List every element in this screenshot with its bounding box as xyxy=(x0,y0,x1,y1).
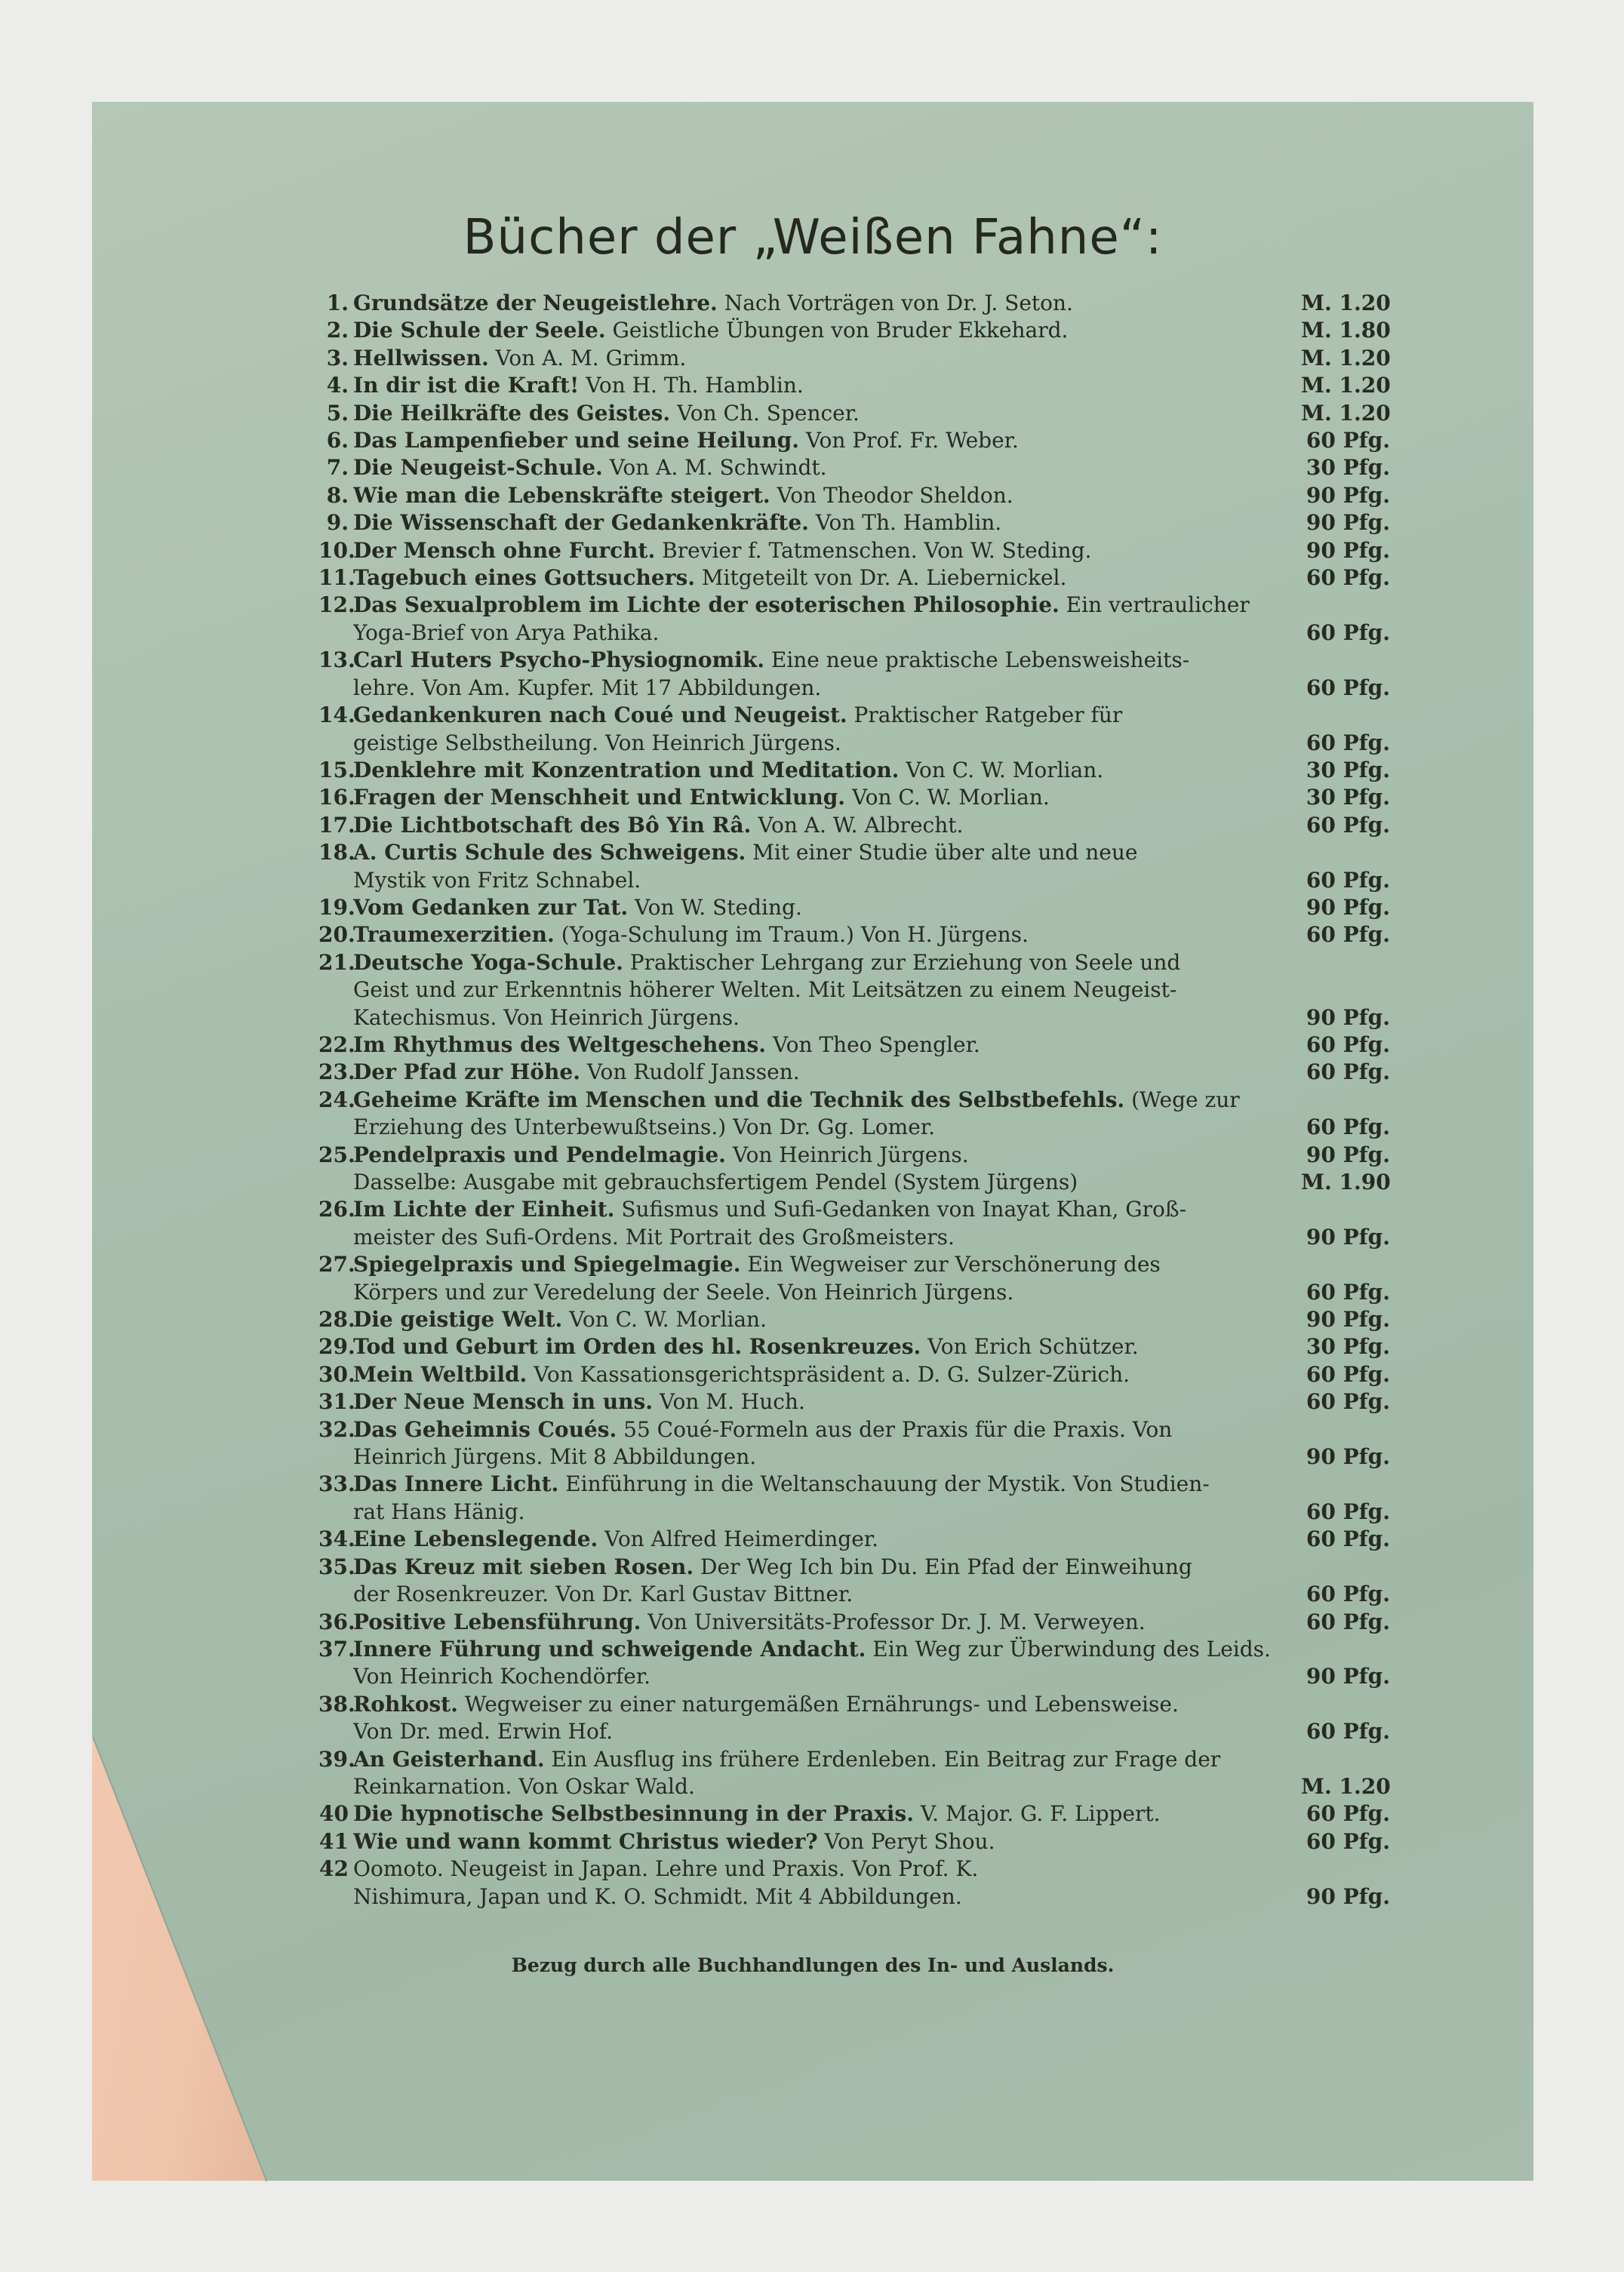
book-details-continued: Von Heinrich Kochendörfer. xyxy=(353,1664,651,1689)
book-title: Deutsche Yoga-Schule. xyxy=(353,949,623,975)
book-description xyxy=(353,757,1301,784)
book-details: Ein Weg zur Überwindung des Leids. xyxy=(872,1636,1271,1662)
book-details: Von H. Th. Hamblin. xyxy=(586,373,804,398)
book-price: 60 Pfg. xyxy=(1306,1526,1390,1552)
book-price: 60 Pfg. xyxy=(1306,867,1390,893)
book-number: 22. xyxy=(318,1031,355,1057)
book-entry-continued xyxy=(318,619,1390,647)
book-description xyxy=(353,290,1301,317)
book-details: Von C. W. Morlian. xyxy=(569,1307,767,1333)
book-price: 60 Pfg. xyxy=(1306,1389,1390,1415)
book-price: 60 Pfg. xyxy=(1306,1801,1390,1827)
book-title: Positive Lebensführung. xyxy=(353,1609,641,1634)
book-entry xyxy=(318,1691,1390,1718)
book-title: Der Neue Mensch in uns. xyxy=(353,1389,653,1415)
book-number: 9. xyxy=(326,510,349,536)
book-details: 55 Coué-Formeln aus der Praxis für die Praxis. Von xyxy=(623,1416,1173,1442)
book-entry xyxy=(318,454,1390,481)
book-title: Mein Weltbild. xyxy=(353,1361,527,1387)
book-entry xyxy=(318,894,1390,921)
book-number: 28. xyxy=(318,1307,355,1333)
book-entry-continued xyxy=(318,730,1390,757)
book-details-continued: meister des Sufi-Ordens. Mit Portrait des Großmeisters. xyxy=(353,1224,955,1250)
book-number: 18. xyxy=(318,840,355,865)
book-title: Fragen der Menschheit und Entwicklung. xyxy=(353,785,846,810)
book-title: Gedankenkuren nach Coué und Neugeist. xyxy=(353,703,847,728)
book-details-continued: rat Hans Hänig. xyxy=(353,1499,525,1524)
book-description xyxy=(353,1526,1301,1553)
book-entry xyxy=(318,1416,1390,1443)
book-details: Von Kassationsgerichtspräsident a. D. G. Sulzer-Zürich. xyxy=(534,1361,1130,1387)
book-title: Das Kreuz mit sieben Rosen. xyxy=(353,1554,694,1579)
book-title: In dir ist die Kraft! xyxy=(353,373,580,398)
book-entry xyxy=(318,757,1390,784)
book-list xyxy=(318,290,1390,1911)
book-number: 35. xyxy=(318,1554,355,1579)
book-number: 2. xyxy=(326,318,349,343)
book-entry xyxy=(318,1526,1390,1553)
book-entry xyxy=(318,427,1390,454)
book-price: 60 Pfg. xyxy=(1306,1828,1390,1854)
book-entry-continued xyxy=(318,675,1390,702)
book-entry xyxy=(318,949,1390,976)
book-number: 30. xyxy=(318,1361,355,1387)
book-details: Ein Ausflug ins frühere Erdenleben. Ein Beitrag zur Frage der xyxy=(551,1746,1221,1772)
book-details: Von Heinrich Jürgens. xyxy=(732,1142,969,1167)
book-entry xyxy=(318,1609,1390,1636)
book-number: 25. xyxy=(318,1142,355,1167)
book-title: Tod und Geburt im Orden des hl. Rosenkreuzes. xyxy=(353,1334,921,1360)
book-description xyxy=(353,1196,1301,1223)
book-description xyxy=(353,1471,1301,1498)
book-price: 60 Pfg. xyxy=(1306,812,1390,838)
book-details: Von Th. Hamblin. xyxy=(815,510,1002,536)
book-entry xyxy=(318,482,1390,509)
book-details: V. Major. G. F. Lippert. xyxy=(920,1801,1161,1827)
book-details: Oomoto. Neugeist in Japan. Lehre und Praxis. Von Prof. K. xyxy=(353,1856,979,1882)
book-entry xyxy=(318,784,1390,811)
book-description xyxy=(353,1416,1301,1443)
book-price: 60 Pfg. xyxy=(1306,730,1390,755)
book-entry-continued xyxy=(318,1443,1390,1471)
book-title: Die Neugeist-Schule. xyxy=(353,455,603,481)
book-price: 60 Pfg. xyxy=(1306,1719,1390,1745)
book-price: 60 Pfg. xyxy=(1306,1582,1390,1607)
book-description xyxy=(353,509,1301,536)
book-description xyxy=(353,1691,1301,1718)
book-description xyxy=(353,317,1301,344)
book-title: Grundsätze der Neugeistlehre. xyxy=(353,291,718,315)
book-price: M. 1.20 xyxy=(1301,400,1391,426)
book-entry xyxy=(318,1800,1390,1828)
book-entry-continued xyxy=(318,1663,1390,1690)
book-entry xyxy=(318,509,1390,536)
book-details: Einführung in die Weltanschauung der Mystik. Von Studien- xyxy=(565,1471,1210,1497)
book-price: 60 Pfg. xyxy=(1306,1279,1390,1305)
book-title: Die Lichtbotschaft des Bô Yin Râ. xyxy=(353,812,752,838)
book-price: 60 Pfg. xyxy=(1306,1361,1390,1387)
book-description xyxy=(353,1251,1301,1278)
book-number: 11. xyxy=(318,565,355,591)
book-details-continued: Nishimura, Japan und K. O. Schmidt. Mit 4 Abbildungen. xyxy=(353,1883,962,1909)
book-title: Traumexerzitien. xyxy=(353,922,555,948)
book-title: Das Lampenfieber und seine Heilung. xyxy=(353,428,799,453)
book-price: M. 1.20 xyxy=(1301,1773,1391,1799)
book-entry xyxy=(318,345,1390,372)
book-entry xyxy=(318,1142,1390,1169)
book-description xyxy=(353,1142,1301,1169)
book-description xyxy=(353,647,1301,674)
book-details-continued: Geist und zur Erkenntnis höherer Welten. Mit Leitsätzen zu einem Neugeist- xyxy=(353,977,1177,1003)
book-entry-continued xyxy=(318,1279,1390,1306)
page-title: Bücher der „Weißen Fahne“: xyxy=(463,210,1163,266)
book-price: M. 1.90 xyxy=(1301,1170,1391,1194)
book-price: 90 Pfg. xyxy=(1306,1883,1390,1909)
book-description xyxy=(353,1746,1301,1773)
book-description xyxy=(353,372,1301,399)
book-entry-continued xyxy=(318,867,1390,894)
book-entry xyxy=(318,1059,1390,1086)
book-details: Von Theo Spengler. xyxy=(772,1031,980,1057)
book-number: 12. xyxy=(318,592,355,618)
book-description xyxy=(353,400,1301,427)
book-number: 41 xyxy=(319,1828,349,1854)
book-price: 60 Pfg. xyxy=(1306,565,1390,591)
book-description xyxy=(353,1306,1301,1333)
book-number: 24. xyxy=(318,1087,355,1112)
book-details: (Wege zur xyxy=(1131,1087,1240,1112)
book-number: 17. xyxy=(318,812,355,838)
book-price: 90 Pfg. xyxy=(1306,1444,1390,1470)
book-price: 90 Pfg. xyxy=(1306,510,1390,536)
book-description xyxy=(353,1031,1301,1059)
book-price: 30 Pfg. xyxy=(1306,455,1390,481)
book-number: 10. xyxy=(318,537,355,563)
book-description xyxy=(353,949,1301,976)
book-entry xyxy=(318,1361,1390,1388)
book-entry xyxy=(318,317,1390,344)
book-details: Mitgeteilt von Dr. A. Liebernickel. xyxy=(701,565,1067,591)
book-number: 21. xyxy=(318,949,355,975)
book-description xyxy=(353,1855,1301,1883)
book-details: Sufismus und Sufi-Gedanken von Inayat Khan, Groß- xyxy=(621,1197,1187,1222)
book-details: (Yoga-Schulung im Traum.) Von H. Jürgens. xyxy=(561,922,1029,948)
book-details-continued: Von Dr. med. Erwin Hof. xyxy=(353,1719,614,1745)
book-title: Geheime Kräfte im Menschen und die Technik des Selbstbefehls. xyxy=(353,1087,1125,1112)
book-entry xyxy=(318,1471,1390,1498)
book-title: Der Pfad zur Höhe. xyxy=(353,1059,580,1085)
book-description xyxy=(353,921,1301,948)
book-entry xyxy=(318,647,1390,674)
book-price: 60 Pfg. xyxy=(1306,922,1390,948)
book-details-continued: Heinrich Jürgens. Mit 8 Abbildungen. xyxy=(353,1444,757,1470)
book-details: Dasselbe: Ausgabe mit gebrauchsfertigem Pendel (System Jürgens) xyxy=(353,1170,1078,1194)
book-details: Von M. Huch. xyxy=(659,1389,805,1415)
book-price: M. 1.80 xyxy=(1301,318,1391,343)
book-title: Die Heilkräfte des Geistes. xyxy=(353,400,671,426)
book-price: 30 Pfg. xyxy=(1306,1334,1390,1360)
book-details: Von Ch. Spencer. xyxy=(677,400,860,426)
book-price: 90 Pfg. xyxy=(1306,894,1390,920)
book-entry xyxy=(318,1251,1390,1278)
book-price: 90 Pfg. xyxy=(1306,1664,1390,1689)
book-title: A. Curtis Schule des Schweigens. xyxy=(353,840,746,865)
book-entry xyxy=(318,1388,1390,1416)
book-details: Der Weg Ich bin Du. Ein Pfad der Einweihung xyxy=(700,1554,1192,1579)
book-entry-continued xyxy=(318,1883,1390,1911)
book-number: 27. xyxy=(318,1252,355,1277)
book-price: 30 Pfg. xyxy=(1306,785,1390,810)
book-entry xyxy=(318,564,1390,592)
book-description xyxy=(353,839,1301,866)
book-title: Die Wissenschaft der Gedankenkräfte. xyxy=(353,510,809,536)
book-description xyxy=(353,894,1301,921)
book-title: Das Geheimnis Coués. xyxy=(353,1416,617,1442)
book-title: Wie man die Lebenskräfte steigert. xyxy=(353,482,770,508)
book-details: Von A. M. Grimm. xyxy=(495,345,687,370)
book-entry-continued xyxy=(318,976,1390,1004)
book-entry xyxy=(318,1554,1390,1581)
book-entry xyxy=(318,1855,1390,1883)
book-price: M. 1.20 xyxy=(1301,345,1391,370)
book-number: 37. xyxy=(318,1636,355,1662)
book-entry xyxy=(318,400,1390,427)
book-description xyxy=(353,1828,1301,1855)
book-price: 30 Pfg. xyxy=(1306,757,1390,782)
book-details-continued: Yoga-Brief von Arya Pathika. xyxy=(353,619,660,645)
book-number: 13. xyxy=(318,647,355,673)
book-details: Von Universitäts-Professor Dr. J. M. Verweyen. xyxy=(647,1609,1146,1634)
book-price: 90 Pfg. xyxy=(1306,1004,1390,1030)
book-details: Brevier f. Tatmenschen. Von W. Steding. xyxy=(662,537,1092,563)
book-number: 36. xyxy=(318,1609,355,1634)
book-entry xyxy=(318,290,1390,317)
book-number: 7. xyxy=(326,455,349,481)
book-number: 39. xyxy=(318,1746,355,1772)
book-number: 38. xyxy=(318,1691,355,1717)
distribution-note: Bezug durch alle Buchhandlungen des In- und Auslands. xyxy=(511,1954,1115,1976)
book-title: Hellwissen. xyxy=(353,345,489,370)
book-number: 26. xyxy=(318,1197,355,1222)
book-details: Von C. W. Morlian. xyxy=(906,757,1104,782)
book-price: 90 Pfg. xyxy=(1306,1142,1390,1167)
book-description xyxy=(353,345,1301,372)
book-price: 60 Pfg. xyxy=(1306,1114,1390,1140)
book-title: Im Lichte der Einheit. xyxy=(353,1197,615,1222)
book-details: Von A. M. Schwindt. xyxy=(609,455,827,481)
book-details-continued: Mystik von Fritz Schnabel. xyxy=(353,867,641,893)
book-description xyxy=(353,702,1301,729)
book-title: Carl Huters Psycho-Physiognomik. xyxy=(353,647,764,673)
book-number: 14. xyxy=(318,703,355,728)
book-price: 60 Pfg. xyxy=(1306,1059,1390,1085)
book-price: M. 1.20 xyxy=(1301,291,1391,315)
book-title: Spiegelpraxis und Spiegelmagie. xyxy=(353,1252,741,1277)
book-details: Nach Vorträgen von Dr. J. Seton. xyxy=(724,291,1073,315)
book-details: Geistliche Übungen von Bruder Ekkehard. xyxy=(612,318,1069,343)
book-details: Von Theodor Sheldon. xyxy=(777,482,1013,508)
book-title: Im Rhythmus des Weltgeschehens. xyxy=(353,1031,767,1057)
book-entry xyxy=(318,812,1390,839)
book-number: 5. xyxy=(326,400,349,426)
book-entry xyxy=(318,537,1390,564)
book-details-continued: Erziehung des Unterbewußtseins.) Von Dr. Gg. Lomer. xyxy=(353,1114,935,1140)
book-details: Von Rudolf Janssen. xyxy=(586,1059,800,1085)
book-title: Das Sexualproblem im Lichte der esoterischen Philosophie. xyxy=(353,592,1060,618)
book-description xyxy=(353,1361,1301,1388)
book-details: Von Peryt Shou. xyxy=(824,1828,995,1854)
book-number: 32. xyxy=(318,1416,355,1442)
book-entry xyxy=(318,1306,1390,1333)
book-price: 60 Pfg. xyxy=(1306,619,1390,645)
book-details-continued: Katechismus. Von Heinrich Jürgens. xyxy=(353,1004,740,1030)
book-details: Von Prof. Fr. Weber. xyxy=(805,428,1019,453)
book-number: 42 xyxy=(319,1856,349,1882)
book-description xyxy=(353,1609,1301,1636)
book-entry xyxy=(318,1031,1390,1059)
book-details-continued: der Rosenkreuzer. Von Dr. Karl Gustav Bittner. xyxy=(353,1582,854,1607)
book-number: 19. xyxy=(318,894,355,920)
book-title: Die hypnotische Selbstbesinnung in der Praxis. xyxy=(353,1801,914,1827)
book-price: 90 Pfg. xyxy=(1306,537,1390,563)
book-number: 16. xyxy=(318,785,355,810)
book-details-continued: geistige Selbstheilung. Von Heinrich Jürgens. xyxy=(353,730,841,755)
book-details-continued: lehre. Von Am. Kupfer. Mit 17 Abbildungen. xyxy=(353,675,822,700)
book-entry-continued xyxy=(318,1499,1390,1526)
book-price: M. 1.20 xyxy=(1301,373,1391,398)
book-entry xyxy=(318,1828,1390,1855)
book-description xyxy=(353,1554,1301,1581)
book-number: 3. xyxy=(326,345,349,370)
book-details: Von W. Steding. xyxy=(634,894,802,920)
book-title: Wie und wann kommt Christus wieder? xyxy=(353,1828,818,1854)
book-price: 90 Pfg. xyxy=(1306,1224,1390,1250)
book-number: 29. xyxy=(318,1334,355,1360)
book-details: Praktischer Lehrgang zur Erziehung von Seele und xyxy=(629,949,1181,975)
book-price: 90 Pfg. xyxy=(1306,482,1390,508)
book-title: An Geisterhand. xyxy=(353,1746,545,1772)
book-title: Innere Führung und schweigende Andacht. xyxy=(353,1636,866,1662)
book-title: Eine Lebenslegende. xyxy=(353,1526,598,1552)
book-number: 34. xyxy=(318,1526,355,1552)
book-title: Rohkost. xyxy=(353,1691,458,1717)
book-description xyxy=(353,1169,1301,1196)
book-details-continued: Reinkarnation. Von Oskar Wald. xyxy=(353,1773,695,1799)
book-description xyxy=(353,1087,1301,1114)
book-details-continued: Körpers und zur Veredelung der Seele. Von Heinrich Jürgens. xyxy=(353,1279,1014,1305)
book-entry xyxy=(318,1333,1390,1360)
book-number: 6. xyxy=(326,428,349,453)
book-details: Wegweiser zu einer naturgemäßen Ernährungs- und Lebensweise. xyxy=(464,1691,1179,1717)
book-title: Die Schule der Seele. xyxy=(353,318,606,343)
book-entry xyxy=(318,921,1390,948)
book-description xyxy=(353,1800,1301,1828)
book-entry xyxy=(318,1746,1390,1773)
book-entry xyxy=(318,839,1390,866)
book-description xyxy=(353,1333,1301,1360)
book-title: Vom Gedanken zur Tat. xyxy=(353,894,629,920)
book-number: 4. xyxy=(326,373,349,398)
book-number: 40 xyxy=(319,1801,349,1827)
book-title: Das Innere Licht. xyxy=(353,1471,559,1497)
book-entry-continued xyxy=(318,1773,1390,1800)
book-entry xyxy=(318,592,1390,619)
book-price: 60 Pfg. xyxy=(1306,1609,1390,1634)
book-title: Der Mensch ohne Furcht. xyxy=(353,537,656,563)
book-description xyxy=(353,537,1301,564)
book-entry xyxy=(318,702,1390,729)
book-entry-continued xyxy=(318,1224,1390,1251)
book-description xyxy=(353,1388,1301,1416)
book-description xyxy=(353,482,1301,509)
book-number: 33. xyxy=(318,1471,355,1497)
book-entry-continued xyxy=(318,1718,1390,1745)
book-description xyxy=(353,784,1301,811)
book-entry xyxy=(318,1196,1390,1223)
book-details: Von Alfred Heimerdinger. xyxy=(604,1526,878,1552)
book-entry xyxy=(318,372,1390,399)
book-entry-continued xyxy=(318,1581,1390,1608)
book-price: 90 Pfg. xyxy=(1306,1307,1390,1333)
book-details: Praktischer Ratgeber für xyxy=(854,703,1123,728)
book-description xyxy=(353,592,1301,619)
book-description xyxy=(353,1059,1301,1086)
book-title: Tagebuch eines Gottsuchers. xyxy=(353,565,695,591)
book-entry xyxy=(318,1087,1390,1114)
book-entry-continued xyxy=(318,1004,1390,1031)
book-title: Denklehre mit Konzentration und Meditation. xyxy=(353,757,900,782)
book-number: 20. xyxy=(318,922,355,948)
book-number: 1. xyxy=(326,291,349,315)
book-details: Ein vertraulicher xyxy=(1066,592,1250,618)
book-price: 60 Pfg. xyxy=(1306,675,1390,700)
book-number: 8. xyxy=(326,482,349,508)
book-price: 60 Pfg. xyxy=(1306,428,1390,453)
book-number: 15. xyxy=(318,757,355,782)
book-details: Von Erich Schützer. xyxy=(927,1334,1139,1360)
book-details: Von C. W. Morlian. xyxy=(851,785,1050,810)
book-number: 31. xyxy=(318,1389,355,1415)
book-description xyxy=(353,564,1301,592)
book-details: Von A. W. Albrecht. xyxy=(758,812,964,838)
book-details: Eine neue praktische Lebensweisheits- xyxy=(770,647,1190,673)
book-description xyxy=(353,427,1301,454)
book-description xyxy=(353,1636,1301,1663)
book-description xyxy=(353,454,1301,481)
book-number: 23. xyxy=(318,1059,355,1085)
book-title: Die geistige Welt. xyxy=(353,1307,563,1333)
book-description xyxy=(353,812,1301,839)
book-entry xyxy=(318,1636,1390,1663)
book-details: Ein Wegweiser zur Verschönerung des xyxy=(747,1252,1161,1277)
book-entry xyxy=(318,1169,1390,1196)
book-entry-continued xyxy=(318,1114,1390,1141)
book-title: Pendelpraxis und Pendelmagie. xyxy=(353,1142,726,1167)
book-details: Mit einer Studie über alte und neue xyxy=(752,840,1138,865)
book-price: 60 Pfg. xyxy=(1306,1031,1390,1057)
book-price: 60 Pfg. xyxy=(1306,1499,1390,1524)
